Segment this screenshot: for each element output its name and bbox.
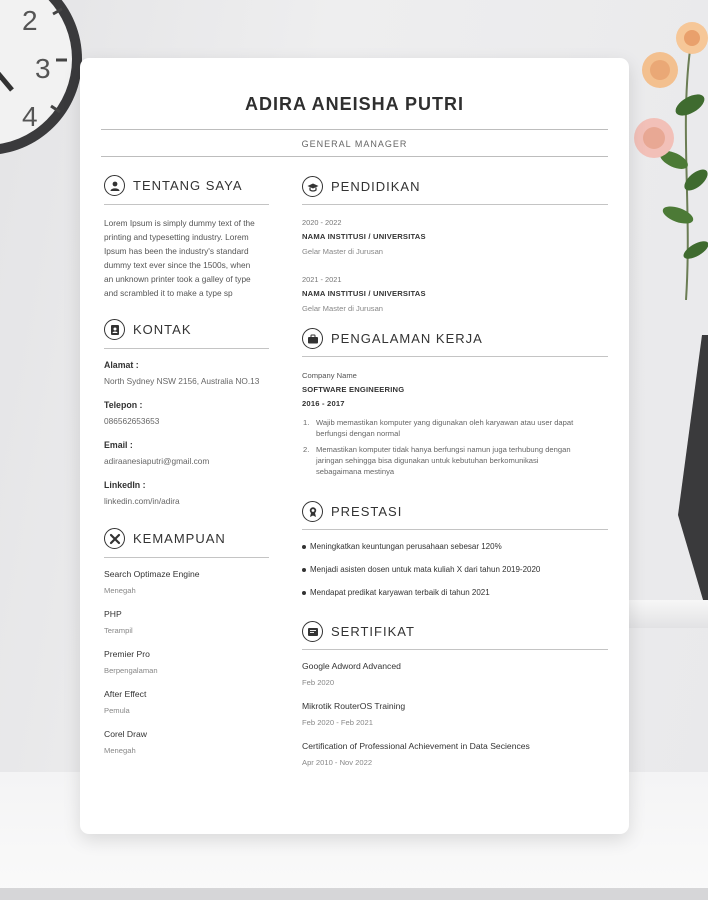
bullet-icon [302,568,306,572]
section-achievements-rule [302,529,608,530]
section-contact-title: KONTAK [133,322,192,337]
skill-level: Pemula [104,706,130,715]
duty-number: 1. [303,418,310,427]
duty-item [303,417,603,441]
section-experience-rule [302,356,608,357]
about-line: an unknown printer took a galley of type [104,274,251,284]
achievement-item [302,588,490,597]
floor-edge [0,888,708,900]
resume-card [80,58,629,834]
duty-line: jaringan sehingga bisa digunakan untuk kebutuhan berkomunikasi [316,456,539,465]
section-certificates [302,621,415,642]
contact-linkedin-value: linkedin.com/in/adira [104,496,180,506]
education-degree: Gelar Master di Jurusan [302,247,384,256]
certificate-date: Feb 2020 - Feb 2021 [302,718,373,727]
about-line: Lorem Ipsum is simply dummy text of the [104,218,255,228]
achievement-text: Mendapat predikat karyawan terbaik di tahun 2021 [310,588,490,597]
certificate-date: Apr 2010 - Nov 2022 [302,758,373,767]
header-rule-top [101,129,608,130]
section-about-rule [104,204,269,205]
clock-numeral-3: 3 [35,53,51,84]
section-experience-title: PENGALAMAN KERJA [331,331,483,346]
experience-role: SOFTWARE ENGINEERING [302,385,405,394]
skill-name: Premier Pro [104,649,150,659]
section-about [104,175,243,196]
section-contact [104,319,192,340]
header-rule-bottom [101,156,608,157]
contact-linkedin-label: LinkedIn : [104,480,146,490]
wall-clock [0,0,82,188]
section-skills [104,528,226,549]
section-certificates-title: SERTIFIKAT [331,624,415,639]
section-education [302,176,420,197]
contact-phone-value: 086562653653 [104,416,160,426]
contact-email-label: Email : [104,440,133,450]
achievement-text: Meningkatkan keuntungan perusahaan sebesar 120% [310,542,502,551]
job-title: GENERAL MANAGER [301,139,408,149]
skill-level: Menegah [104,746,136,755]
section-experience [302,328,483,349]
user-icon [104,175,125,196]
contact-book-icon [104,319,125,340]
section-about-title: TENTANG SAYA [133,178,243,193]
certificate-icon [302,621,323,642]
clock-numeral-2: 2 [22,5,38,36]
section-certificates-rule [302,649,608,650]
skill-level: Menegah [104,586,136,595]
about-line: printing and typesetting industry. Lorem [104,232,249,242]
certificate-date: Feb 2020 [302,678,335,687]
about-line: Ipsum has been the industry's standard [104,246,249,256]
skill-name: After Effect [104,689,147,699]
duty-line: berfungsi dengan normal [316,429,401,438]
graduation-cap-icon [302,176,323,197]
duty-number: 2. [303,445,310,454]
flower-plant [630,10,708,300]
about-text [104,216,255,300]
skill-name: Search Optimaze Engine [104,569,200,579]
skill-level: Berpengalaman [104,666,158,675]
certificate-title: Certification of Professional Achievement in Data Seciences [302,741,530,751]
experience-company: Company Name [302,371,357,380]
contact-address-value: North Sydney NSW 2156, Australia NO.13 [104,376,260,386]
education-years: 2020 - 2022 [302,218,342,227]
about-line: dummy text ever since the 1500s, when [104,260,251,270]
bullet-icon [302,591,306,595]
briefcase-icon [302,328,323,349]
contact-email-value: adiraanesiaputri@gmail.com [104,456,210,466]
clock-numeral-4: 4 [22,101,38,132]
section-contact-rule [104,348,269,349]
skill-name: PHP [104,609,122,619]
bullet-icon [302,545,306,549]
certificate-title: Mikrotik RouterOS Training [302,701,406,711]
about-line: and scrambled it to make a type sp [104,288,233,298]
certificate-title: Google Adword Advanced [302,661,401,671]
vase [676,335,708,610]
achievement-item [302,542,502,551]
skill-name: Corel Draw [104,729,147,739]
education-years: 2021 - 2021 [302,275,342,284]
section-education-rule [302,204,608,205]
skill-level: Terampil [104,626,133,635]
section-skills-title: KEMAMPUAN [133,531,226,546]
achievement-item [302,565,540,574]
duty-line: Memastikan komputer tidak hanya berfungsi namun juga terhubung dengan [316,445,571,454]
section-skills-rule [104,557,269,558]
duty-line: sebagaimana mestinya [316,467,395,476]
medal-icon [302,501,323,522]
section-achievements [302,501,402,522]
education-institution: NAMA INSTITUSI / UNIVERSITAS [302,289,426,298]
shelf [628,600,708,628]
achievement-text: Menjadi asisten dosen untuk mata kuliah X dari tahun 2019-2020 [310,565,541,574]
experience-years: 2016 - 2017 [302,399,345,408]
tools-icon [104,528,125,549]
section-achievements-title: PRESTASI [331,504,403,519]
contact-phone-label: Telepon : [104,400,143,410]
education-institution: NAMA INSTITUSI / UNIVERSITAS [302,232,426,241]
education-degree: Gelar Master di Jurusan [302,304,384,313]
section-education-title: PENDIDIKAN [331,179,421,194]
candidate-name: ADIRA ANEISHA PUTRI [244,94,464,114]
contact-address-label: Alamat : [104,360,139,370]
duty-item [303,444,603,480]
duty-line: Wajib memastikan komputer yang digunakan oleh karyawan atau user dapat [316,418,574,427]
